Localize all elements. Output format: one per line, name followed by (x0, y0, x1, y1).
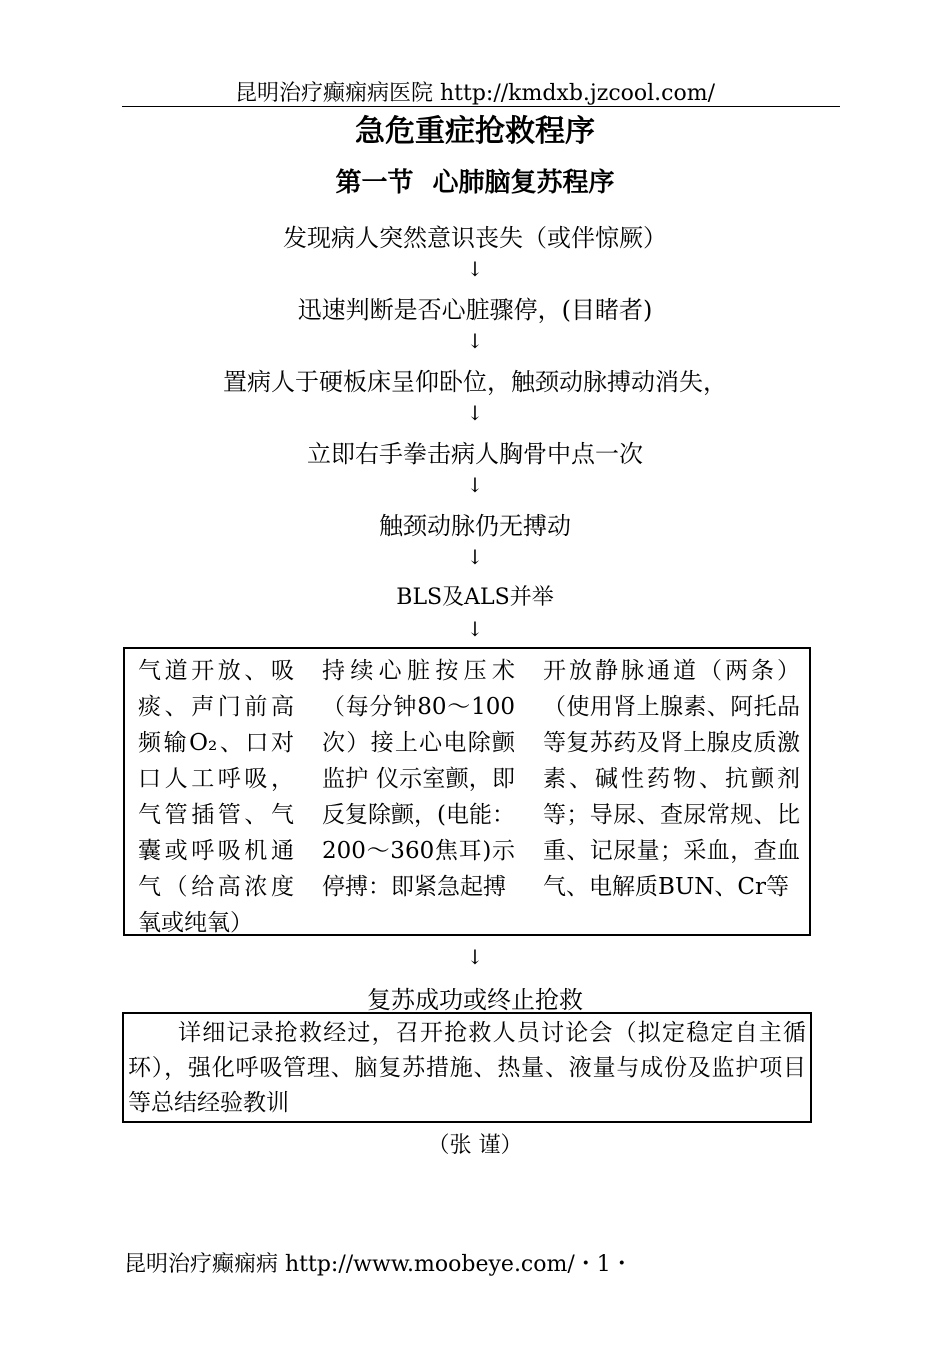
down-arrow-icon: ↓ (466, 329, 484, 353)
step-5: 触颈动脉仍无搏动 (379, 512, 571, 540)
result-step: 复苏成功或终止抢救 (367, 986, 583, 1014)
section-title: 第一节 心肺脑复苏程序 (335, 168, 615, 198)
down-arrow-icon: ↓ (466, 257, 484, 281)
down-arrow-icon: ↓ (466, 401, 484, 425)
three-column-box (123, 647, 811, 936)
step-4: 立即右手拳击病人胸骨中点一次 (307, 440, 643, 468)
cardiac-column: 持续心脏按压术（每分钟80～100次）接上心电除颤监护 仪示室颤，即反复除颤，(电能：200～360焦耳)示停搏：即紧急起搏 (322, 658, 515, 900)
down-arrow-icon: ↓ (466, 617, 484, 641)
summary-text: 详细记录抢救经过，召开抢救人员讨论会（拟定稳定自主循环），强化呼吸管理、脑复苏措施、热量、液量与成份及监护项目等总结经验教训 (128, 1020, 806, 1116)
page-header: 昆明治疗癫痫病医院 http://kmdxb.jzcool.com/ (234, 81, 715, 106)
iv-column: 开放静脉通道（两条）（使用肾上腺素、阿托品等复苏药及肾上腺皮质激素、碱性药物、抗颤剂等；导尿、查尿常规、比重、记尿量；采血，查血气、电解质BUN、Cr等 (543, 658, 800, 900)
step-3: 置病人于硬板床呈仰卧位，触颈动脉搏动消失， (223, 368, 727, 396)
step-1: 发现病人突然意识丧失（或伴惊厥） (283, 224, 667, 252)
down-arrow-icon: ↓ (466, 545, 484, 569)
author: （张 谨） (427, 1133, 523, 1158)
summary-box (122, 1012, 812, 1123)
down-arrow-icon: ↓ (466, 945, 484, 969)
document-title: 急危重症抢救程序 (355, 114, 595, 149)
page-footer: 昆明治疗癫痫病 http://www.moobeye.com/・1・ (124, 1252, 633, 1277)
step-2: 迅速判断是否心脏骤停，(目睹者) (297, 296, 653, 324)
airway-column: 气道开放、吸痰、声门前高频输O₂、口对口人工呼吸，气管插管、气囊或呼吸机通气（给高浓度氧或纯氧） (138, 658, 294, 936)
down-arrow-icon: ↓ (466, 473, 484, 497)
step-6: BLS及ALS并举 (396, 585, 554, 610)
